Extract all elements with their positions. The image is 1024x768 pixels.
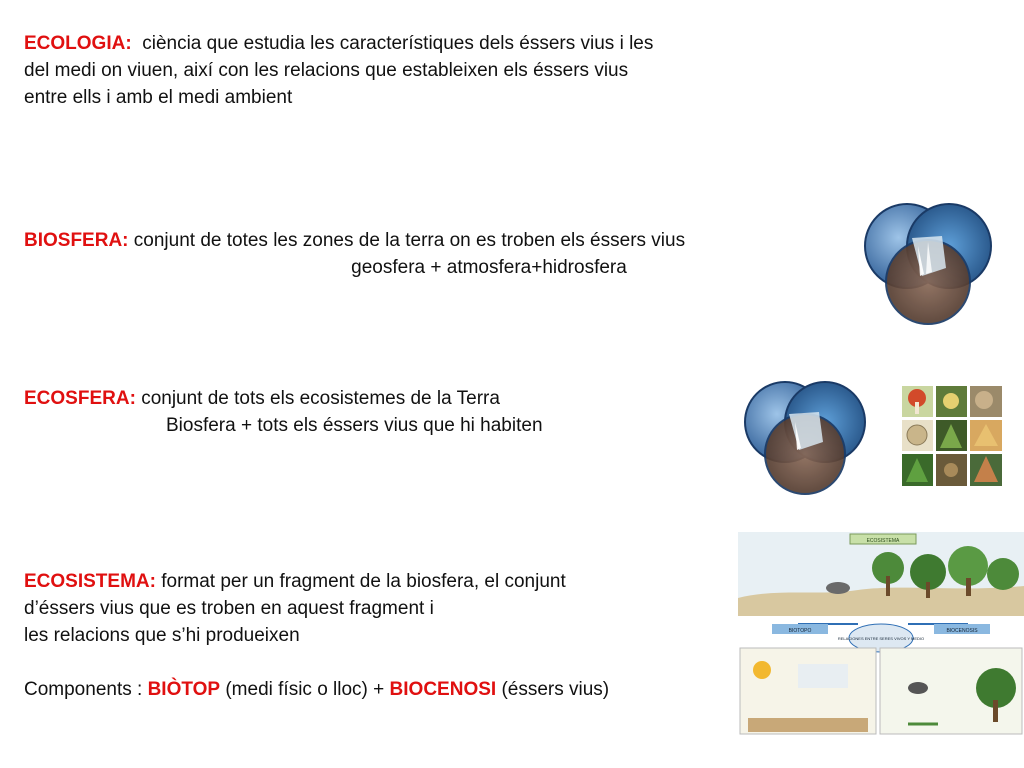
ecosystem-diagram xyxy=(738,528,1024,738)
ecosfera-term: ECOSFERA: xyxy=(24,388,136,409)
diagram-relations-label: RELACIONES ENTRE SERES VIVOS Y MEDIO xyxy=(837,636,925,641)
ecologia-term: ECOLOGIA: xyxy=(24,33,132,54)
ecologia-definition xyxy=(24,30,844,111)
ecosfera-definition xyxy=(24,385,724,439)
ecosfera-spheres-image xyxy=(741,378,869,496)
ecosistema-term: ECOSISTEMA: xyxy=(24,571,156,592)
diagram-top-label: ECOSISTEMA xyxy=(866,538,900,544)
biocenosi-description: (éssers vius) xyxy=(501,679,610,700)
ecosistema-definition xyxy=(24,568,744,703)
biosfera-text: conjunt de totes les zones de la terra on es troben els éssers vius xyxy=(133,230,686,251)
biosfera-definition xyxy=(24,227,854,281)
ecologia-text-1: ciència que estudia les característiques dels éssers vius i les xyxy=(142,33,654,54)
living-beings-collage xyxy=(900,384,1004,488)
biocenosi-term: BIOCENOSI xyxy=(389,679,497,700)
ecosistema-line-3: les relacions que s’hi produeixen xyxy=(24,625,300,646)
biotop-term: BIÒTOP xyxy=(147,679,221,700)
ecologia-line-1 xyxy=(24,30,844,57)
ecosfera-text: conjunt de tots els ecosistemes de la Terra xyxy=(141,388,500,409)
components-label: Components : xyxy=(24,679,143,700)
ecosfera-line-1 xyxy=(24,385,724,412)
ecosistema-line-2: d’éssers vius que es troben en aquest fragment i xyxy=(24,598,434,619)
biosfera-line-1 xyxy=(24,227,854,254)
ecosistema-line-1 xyxy=(24,568,744,595)
diagram-biotopo-label: BIOTOPO xyxy=(788,628,812,634)
biosfera-term: BIOSFERA: xyxy=(24,230,129,251)
ecosfera-formula: Biosfera + tots els éssers vius que hi habiten xyxy=(166,415,543,436)
diagram-biocenosis-label: BIOCENOSIS xyxy=(946,628,978,634)
biotop-description: (medi físic o lloc) + xyxy=(225,679,385,700)
ecologia-line-2: del medi on viuen, així con les relacions que estableixen els éssers vius xyxy=(24,60,629,81)
ecologia-line-3: entre ells i amb el medi ambient xyxy=(24,87,293,108)
ecosistema-text-1: format per un fragment de la biosfera, el conjunt xyxy=(161,571,566,592)
biosfera-formula: geosfera + atmosfera+hidrosfera xyxy=(351,257,627,278)
components-line xyxy=(24,676,744,703)
spacer xyxy=(24,649,744,676)
biosfera-spheres-image xyxy=(862,198,992,326)
